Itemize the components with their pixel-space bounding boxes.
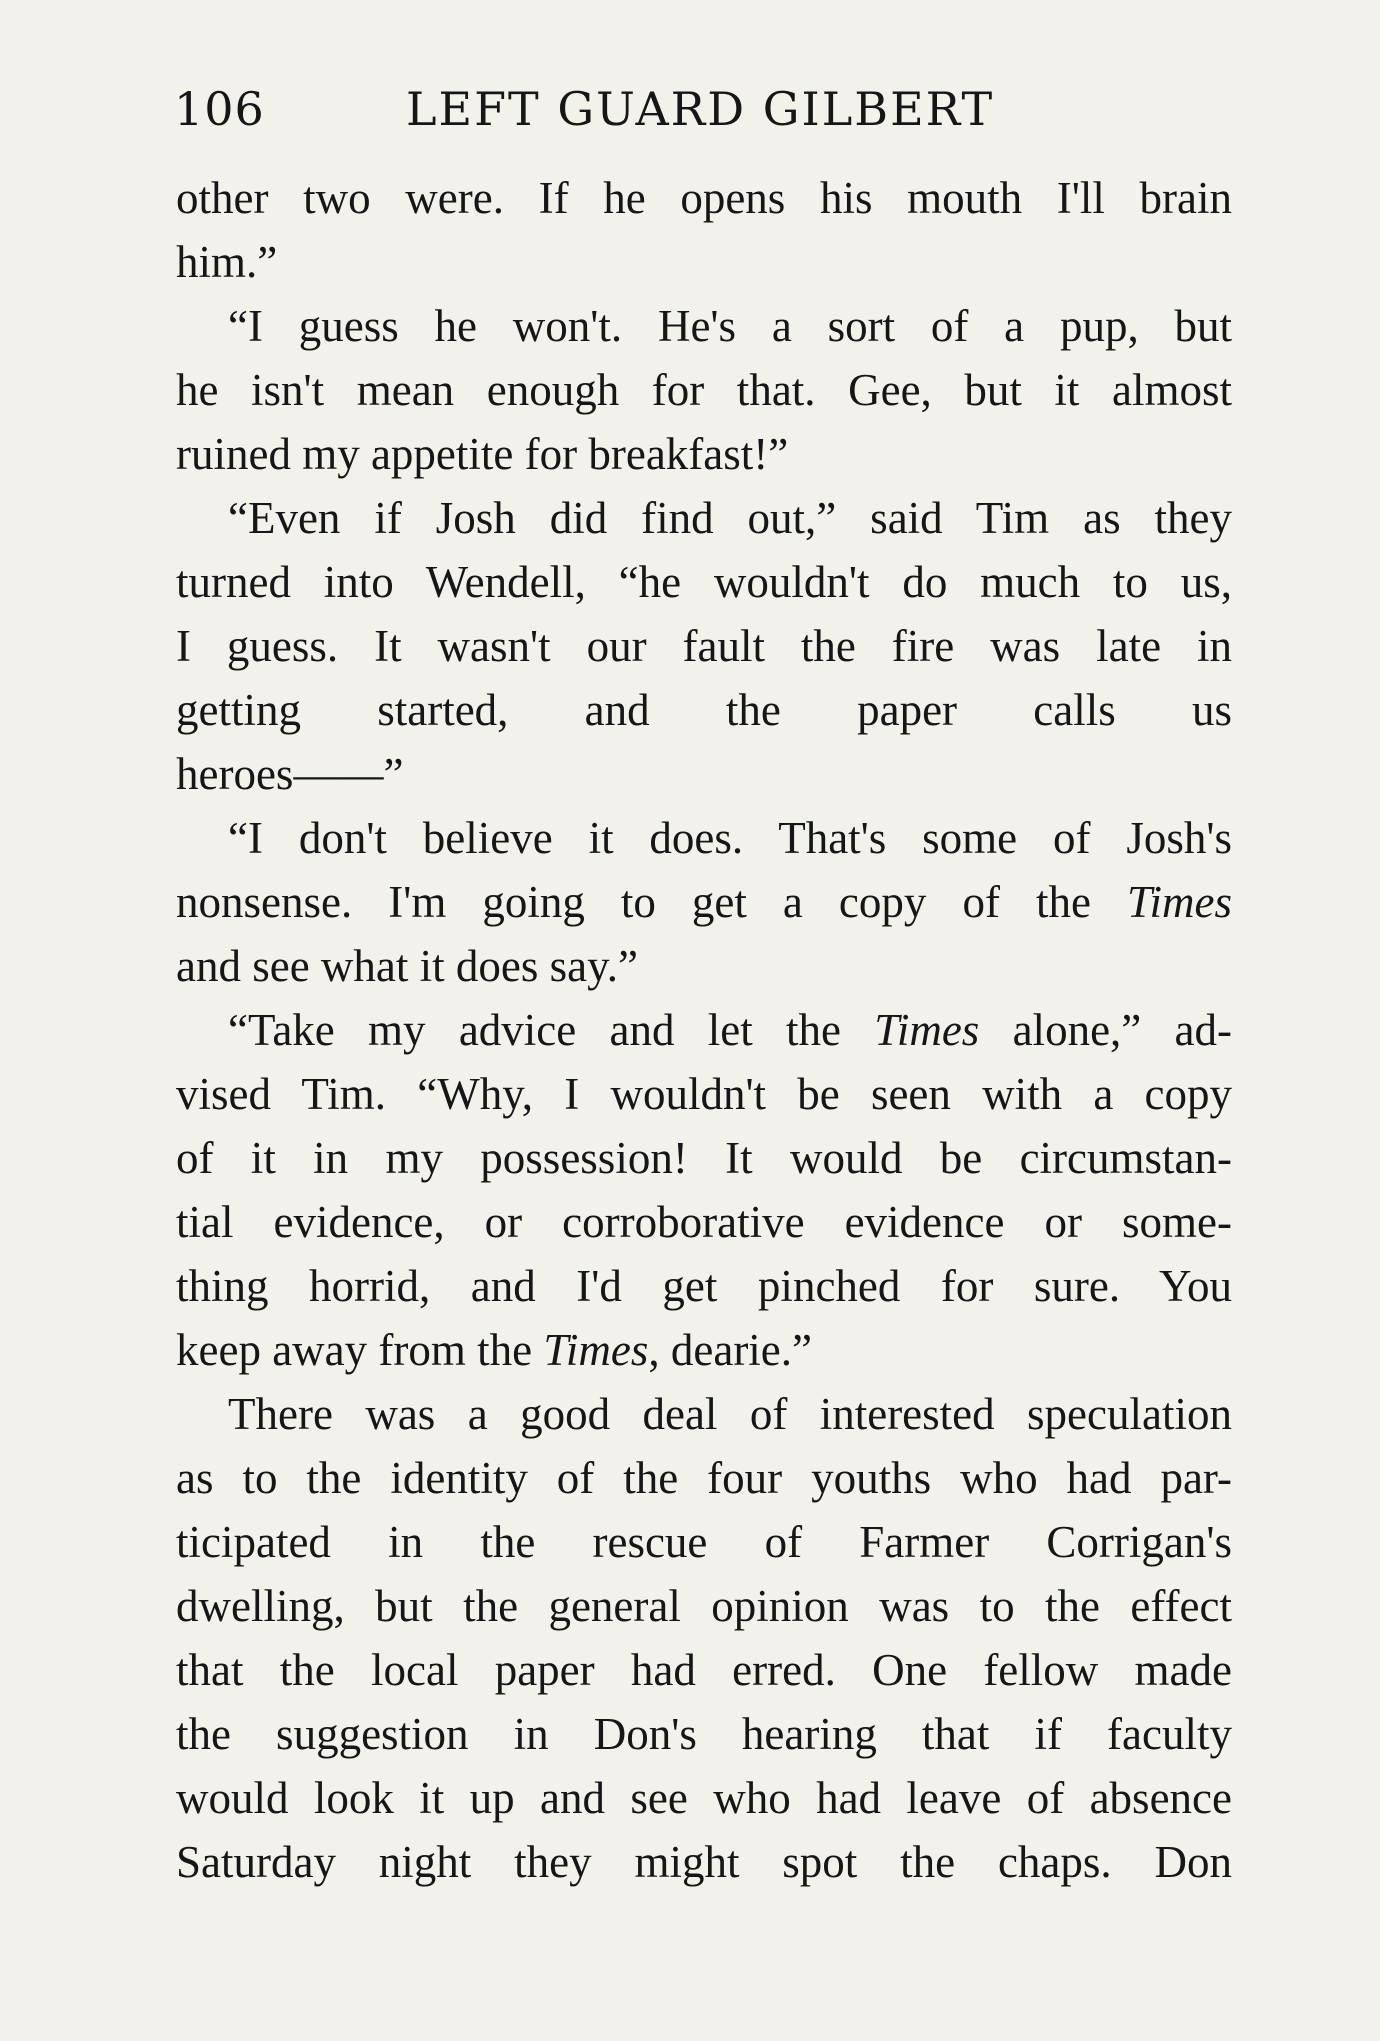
text-line: Saturday night they might spot the chaps. Don	[176, 1837, 1232, 1887]
text-line: he isn't mean enough for that. Gee, but it almost	[176, 365, 1232, 415]
text-line: that the local paper had erred. One fellow made	[176, 1645, 1232, 1695]
text-line: heroes——”	[176, 749, 404, 799]
text-line: “Take my advice and let the Times alone,” ad-	[228, 1005, 1232, 1055]
text-line: I guess. It wasn't our fault the fire was late in	[176, 621, 1232, 671]
text-line: keep away from the Times, dearie.”	[176, 1325, 813, 1375]
text-line: getting started, and the paper calls us	[176, 685, 1232, 735]
text-line: “I don't believe it does. That's some of Josh's	[228, 813, 1232, 863]
text-line: turned into Wendell, “he wouldn't do much to us,	[176, 557, 1232, 607]
text-line: “Even if Josh did find out,” said Tim as they	[228, 493, 1232, 543]
text-line: as to the identity of the four youths who had par-	[176, 1453, 1232, 1503]
text-line: “I guess he won't. He's a sort of a pup, but	[228, 301, 1232, 351]
text-line: dwelling, but the general opinion was to the effect	[176, 1581, 1232, 1631]
page-number: 106	[174, 82, 265, 136]
text-line: other two were. If he opens his mouth I'll brain	[176, 173, 1232, 223]
text-line: the suggestion in Don's hearing that if faculty	[176, 1709, 1232, 1759]
text-line: and see what it does say.”	[176, 941, 638, 991]
text-line: would look it up and see who had leave of absence	[176, 1773, 1232, 1823]
body-text	[176, 166, 1232, 1894]
text-line: ruined my appetite for breakfast!”	[176, 429, 789, 479]
text-line: nonsense. I'm going to get a copy of the Times	[176, 877, 1232, 927]
text-line: tial evidence, or corroborative evidence or some-	[176, 1197, 1232, 1247]
running-title: LEFT GUARD GILBERT	[406, 82, 995, 136]
text-line: vised Tim. “Why, I wouldn't be seen with a copy	[176, 1069, 1232, 1119]
text-line: ticipated in the rescue of Farmer Corrigan's	[176, 1517, 1232, 1567]
text-line: him.”	[176, 237, 278, 287]
text-line: There was a good deal of interested speculation	[228, 1389, 1232, 1439]
text-line: thing horrid, and I'd get pinched for sure. You	[176, 1261, 1232, 1311]
text-line: of it in my possession! It would be circumstan-	[176, 1133, 1232, 1183]
